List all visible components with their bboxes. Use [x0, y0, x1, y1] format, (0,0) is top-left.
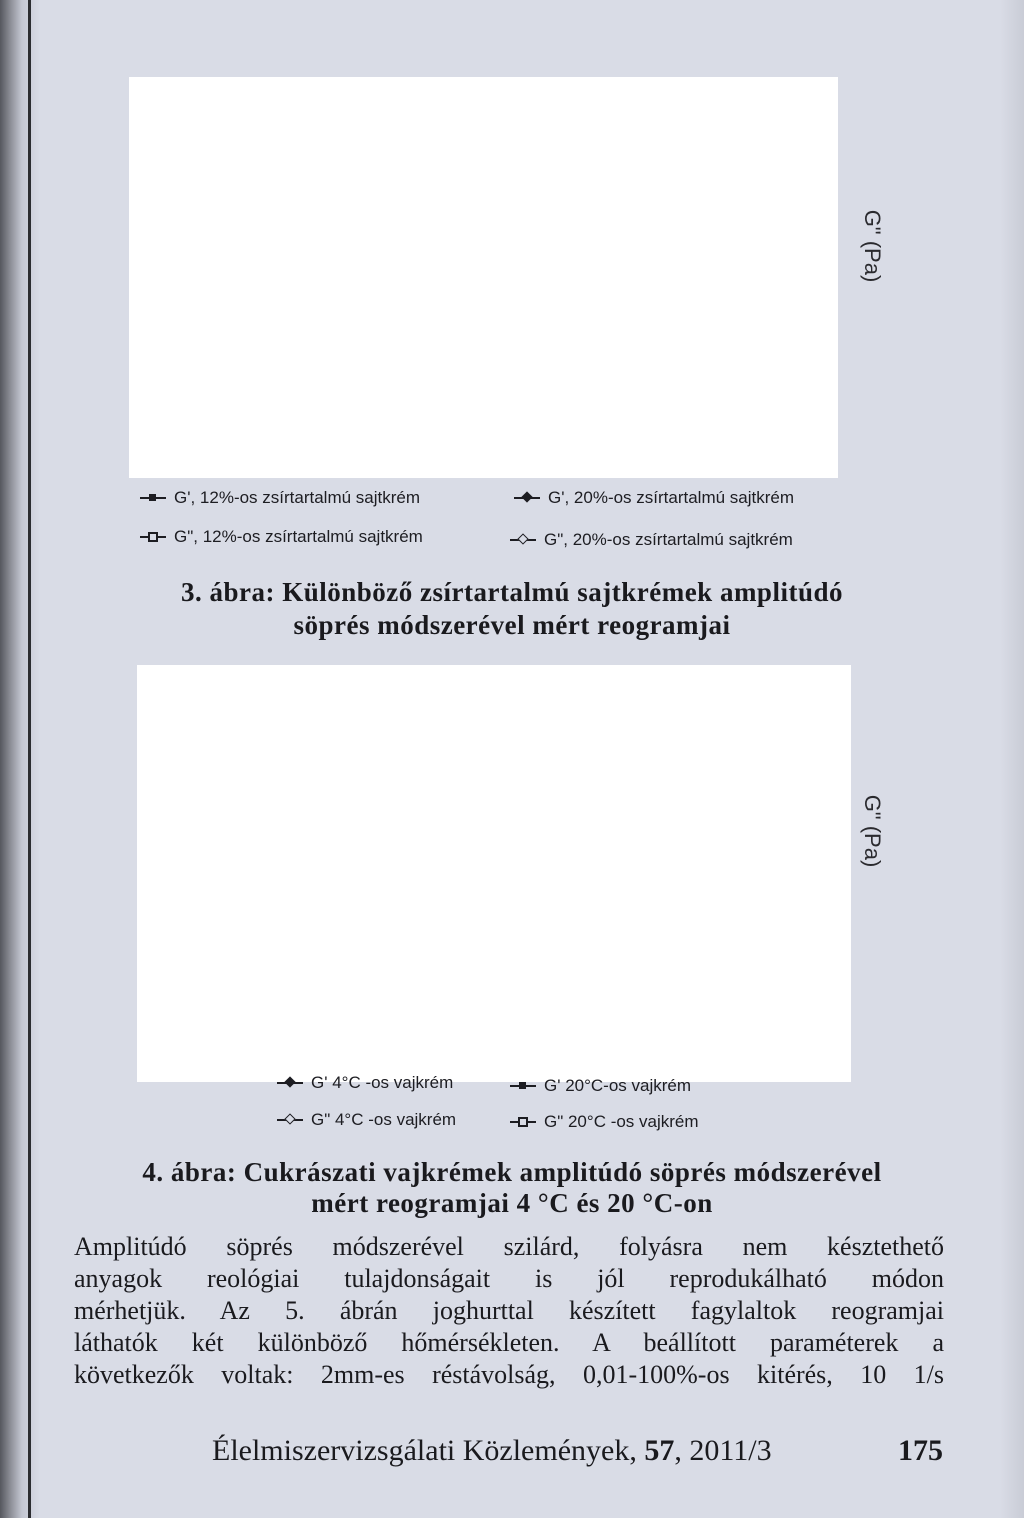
legend-label: G" 4°C -os vajkrém: [311, 1110, 457, 1129]
body-line: Amplitúdó söprés módszerével szilárd, folyásra nem késztethető: [74, 1232, 944, 1261]
figure4-legend-item-1: [277, 1073, 453, 1093]
open-diamond-marker-icon: [510, 533, 536, 547]
figure4-legend-item-4: [510, 1112, 699, 1132]
figure3-legend-item-2: [514, 488, 794, 508]
open-diamond-marker-icon: [277, 1113, 303, 1127]
legend-label: G' 4°C -os vajkrém: [311, 1073, 454, 1092]
figure4-caption-line2: mért reogramjai 4 °C és 20 °C-on: [311, 1188, 713, 1218]
body-line: láthatók két különböző hőmérsékleten. A beállított paraméterek a: [74, 1328, 944, 1357]
legend-label: G", 20%-os zsírtartalmú sajtkrém: [544, 530, 793, 549]
filled-diamond-marker-icon: [277, 1076, 303, 1090]
figure3-right-axis-label: G" (Pa): [860, 209, 885, 283]
figure3-legend-item-3: [140, 527, 423, 547]
body-line: mérhetjük. Az 5. ábrán joghurttal készített fagylaltok reogramjai: [74, 1296, 944, 1325]
legend-label: G" 20°C -os vajkrém: [544, 1112, 699, 1131]
binding-gutter: [28, 0, 31, 1518]
figure3-chart-area: [129, 77, 838, 478]
open-square-marker-icon: [510, 1115, 536, 1129]
figure3-caption-line1: 3. ábra: Különböző zsírtartalmú sajtkrémek amplitúdó: [181, 577, 843, 607]
figure4-right-axis-label: G" (Pa): [860, 794, 885, 868]
legend-label: G' 20°C-os vajkrém: [544, 1076, 692, 1095]
body-paragraph: [74, 1231, 944, 1391]
journal-title: Élelmiszervizsgálati Közlemények,: [212, 1434, 637, 1467]
legend-label: G', 12%-os zsírtartalmú sajtkrém: [174, 488, 421, 507]
running-footer: [212, 1434, 772, 1468]
body-line: anyagok reológiai tulajdonságait is jól reprodukálható módon: [74, 1264, 944, 1293]
filled-diamond-marker-icon: [514, 491, 540, 505]
journal-volume: 57: [644, 1434, 675, 1467]
body-line: következők voltak: 2mm-es réstávolság, 0,01-100%-os kitérés, 10 1/s: [74, 1360, 944, 1389]
figure4-legend-item-3: [277, 1110, 456, 1130]
legend-label: G", 12%-os zsírtartalmú sajtkrém: [174, 527, 423, 546]
filled-square-marker-icon: [510, 1079, 536, 1093]
page-number: 175: [898, 1434, 943, 1467]
journal-issue: , 2011/3: [674, 1434, 772, 1467]
figure3-legend-item-1: [140, 488, 420, 508]
figure4-caption-line1: 4. ábra: Cukrászati vajkrémek amplitúdó söprés módszerével: [142, 1157, 882, 1187]
figure3-legend-item-4: [510, 530, 793, 550]
figure4-chart-area: [137, 665, 851, 1082]
open-square-marker-icon: [140, 530, 166, 544]
figure4-legend-item-2: [510, 1076, 691, 1096]
legend-label: G', 20%-os zsírtartalmú sajtkrém: [548, 488, 795, 507]
filled-square-marker-icon: [140, 491, 166, 505]
figure3-caption-line2: söprés módszerével mért reogramjai: [293, 610, 731, 640]
